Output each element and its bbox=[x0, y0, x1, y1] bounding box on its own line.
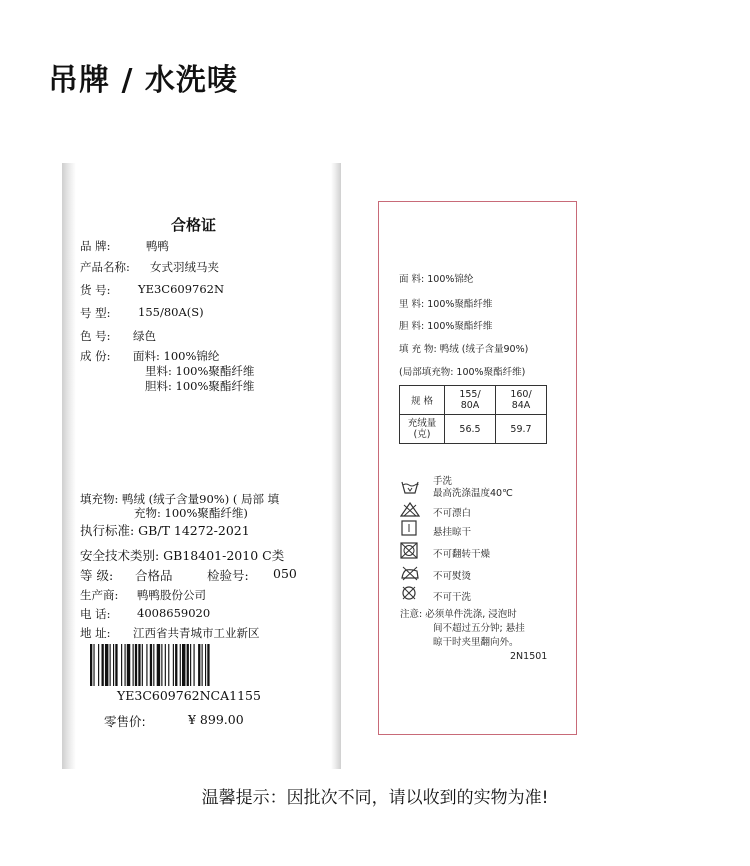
hang-tag-edge-left bbox=[62, 163, 76, 769]
care-code: 2N1501 bbox=[510, 651, 548, 662]
size-label: 号 型: bbox=[80, 306, 111, 320]
barcode-bar bbox=[157, 644, 160, 686]
phone-value: 4008659020 bbox=[137, 606, 211, 620]
filling-line: 填充物: 鸭绒 (绒子含量90%) ( 局部 填 bbox=[80, 492, 280, 506]
product-label: 产品名称: bbox=[80, 260, 130, 274]
hand-wash-icon bbox=[400, 479, 420, 495]
composition-line: 里料: 100%聚酯纤维 bbox=[145, 364, 255, 378]
barcode-bar bbox=[198, 644, 200, 686]
brand-label: 品 牌: bbox=[80, 239, 111, 253]
composition-label: 成 份: bbox=[80, 349, 111, 363]
care-partial: (局部填充物: 100%聚酯纤维) bbox=[399, 367, 526, 378]
price-label: 零售价: bbox=[104, 714, 146, 729]
color-value: 绿色 bbox=[133, 329, 156, 343]
barcode-bar bbox=[110, 644, 111, 686]
table-cell: 59.7 bbox=[496, 415, 547, 444]
barcode-bar bbox=[127, 644, 130, 686]
barcode-bar bbox=[153, 644, 154, 686]
address-value: 江西省共青城市工业新区 bbox=[133, 626, 260, 640]
barcode-bar bbox=[113, 644, 114, 686]
barcode-bar bbox=[202, 644, 203, 686]
grade-label: 等 级: bbox=[80, 568, 114, 583]
barcode-bar bbox=[173, 644, 174, 686]
table-cell: 充绒量 (克) bbox=[400, 415, 445, 444]
barcode-bar bbox=[165, 644, 166, 686]
care-liner: 胆 料: 100%聚酯纤维 bbox=[399, 321, 493, 332]
barcode-bar bbox=[168, 644, 169, 686]
barcode-bar bbox=[138, 644, 140, 686]
barcode-bar bbox=[182, 644, 185, 686]
barcode-bar bbox=[187, 644, 189, 686]
barcode-bar bbox=[205, 644, 206, 686]
item-no-value: YE3C609762N bbox=[138, 282, 225, 296]
care-text-line: 手洗 最高洗涤温度40℃ bbox=[433, 476, 513, 499]
care-note-line: 注意: 必须单件洗涤, 浸泡时 bbox=[400, 609, 517, 620]
address-label: 地 址: bbox=[80, 626, 111, 640]
maker-label: 生产商: bbox=[80, 588, 119, 602]
barcode-bar bbox=[161, 644, 162, 686]
care-note-line: 间不超过五分钟; 悬挂 bbox=[433, 623, 525, 634]
care-text: 不可翻转干燥 bbox=[433, 549, 491, 560]
barcode-bar bbox=[105, 644, 108, 686]
inspector-label: 检验号: bbox=[207, 568, 249, 583]
safety-line: 安全技术类别: GB18401-2010 C类 bbox=[80, 548, 285, 563]
filling-line: 充物: 100%聚酯纤维) bbox=[134, 506, 248, 520]
barcode-bar bbox=[102, 644, 104, 686]
brand-value: 鸭鸭 bbox=[146, 239, 169, 253]
no-dry-clean-icon bbox=[401, 585, 417, 601]
barcode-bar bbox=[207, 644, 209, 686]
footer-notice: 温馨提示：因批次不同，请以收到的实物为准! bbox=[201, 788, 549, 808]
table-cell: 56.5 bbox=[445, 415, 496, 444]
item-no-label: 货 号: bbox=[80, 283, 111, 297]
hang-tag-edge-right bbox=[331, 163, 341, 769]
page-title: 吊牌 / 水洗唛 bbox=[48, 63, 238, 98]
no-tumble-dry-icon bbox=[400, 542, 418, 559]
barcode-bar bbox=[142, 644, 143, 686]
care-text: 不可漂白 bbox=[433, 508, 472, 519]
barcode-bar bbox=[90, 644, 92, 686]
barcode-bar bbox=[150, 644, 152, 686]
no-iron-icon bbox=[400, 565, 420, 581]
table-row bbox=[400, 415, 547, 444]
care-text: 不可干洗 bbox=[433, 592, 472, 603]
table-cell: 160/ 84A bbox=[496, 386, 547, 415]
barcode-bar bbox=[194, 644, 195, 686]
size-value: 155/80A(S) bbox=[138, 305, 204, 319]
care-shell: 面 料: 100%锦纶 bbox=[399, 274, 474, 285]
table-cell: 规 格 bbox=[400, 386, 445, 415]
barcode-bar bbox=[190, 644, 191, 686]
product-value: 女式羽绒马夹 bbox=[150, 260, 219, 274]
composition-line: 胆料: 100%聚酯纤维 bbox=[145, 379, 255, 393]
care-text: 不可熨烫 bbox=[433, 571, 472, 582]
care-filling: 填 充 物: 鸭绒 (绒子含量90%) bbox=[399, 344, 529, 355]
phone-label: 电 话: bbox=[80, 607, 111, 621]
barcode-bar bbox=[98, 644, 99, 686]
composition-line: 面料: 100%锦纶 bbox=[133, 349, 220, 363]
barcode-bar bbox=[115, 644, 117, 686]
barcode-bar bbox=[180, 644, 181, 686]
table-row bbox=[400, 386, 547, 415]
care-text: 悬挂晾干 bbox=[433, 527, 472, 538]
barcode-bar bbox=[121, 644, 122, 686]
barcode-bar bbox=[93, 644, 94, 686]
table-cell: 155/ 80A bbox=[445, 386, 496, 415]
line-dry-icon bbox=[401, 520, 417, 536]
standard-line: 执行标准: GB/T 14272-2021 bbox=[80, 523, 250, 538]
barcode-bar bbox=[125, 644, 126, 686]
barcode-text: YE3C609762NCA1155 bbox=[117, 688, 261, 703]
price-value: ¥ 899.00 bbox=[188, 712, 244, 727]
color-label: 色 号: bbox=[80, 329, 111, 343]
barcode-bar bbox=[175, 644, 177, 686]
hang-tag-heading: 合格证 bbox=[171, 216, 217, 234]
barcode-bars bbox=[90, 644, 312, 686]
barcode-bar bbox=[133, 644, 134, 686]
inspector-value: 050 bbox=[273, 566, 297, 581]
grade-value: 合格品 bbox=[135, 568, 173, 583]
barcode bbox=[90, 644, 312, 686]
maker-value: 鸭鸭股份公司 bbox=[137, 588, 206, 602]
care-lining: 里 料: 100%聚酯纤维 bbox=[399, 299, 493, 310]
care-text bbox=[433, 476, 513, 500]
care-note-line: 晾干时夹里翻向外。 bbox=[433, 637, 519, 648]
barcode-bar bbox=[146, 644, 147, 686]
size-table bbox=[399, 385, 547, 444]
barcode-bar bbox=[135, 644, 137, 686]
no-bleach-icon bbox=[400, 502, 420, 517]
